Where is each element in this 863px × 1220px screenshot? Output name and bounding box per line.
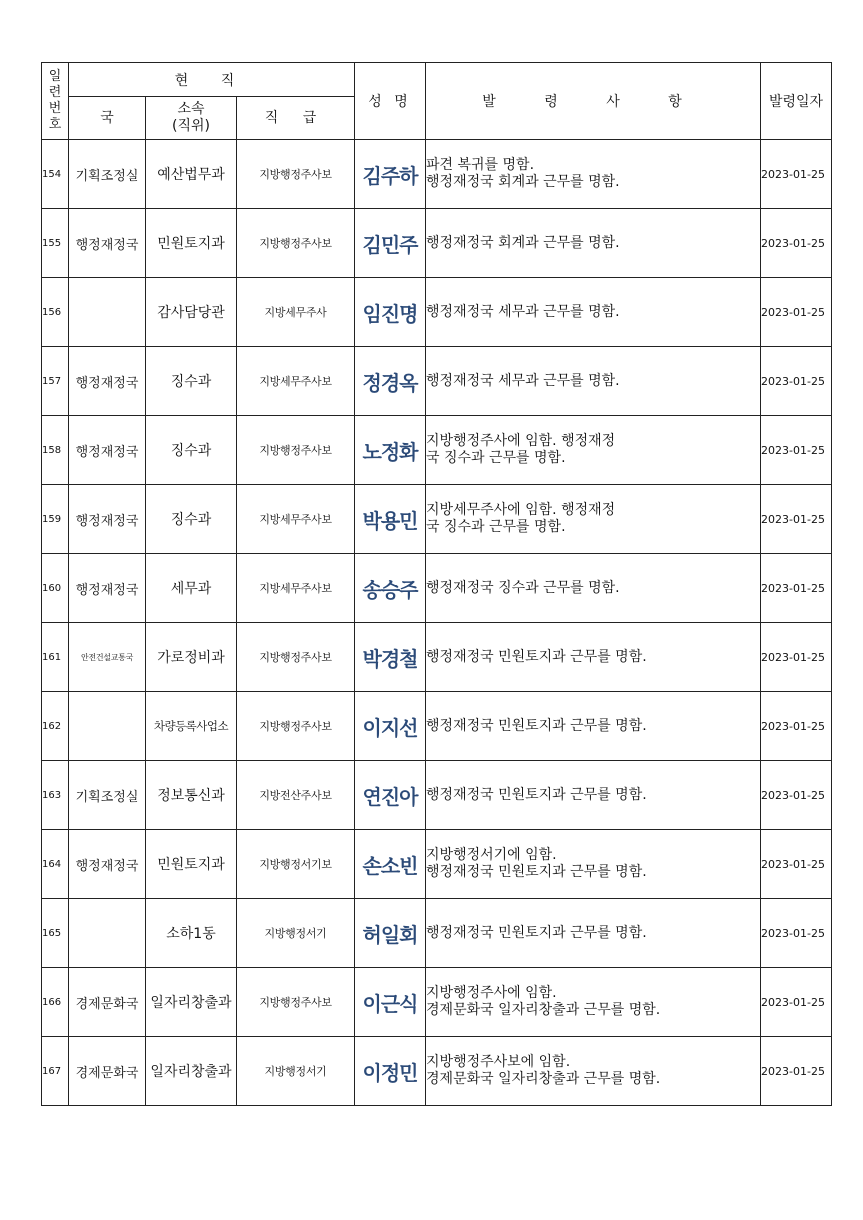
grade-cell: 지방행정서기보 (237, 830, 355, 899)
action-cell (426, 899, 761, 968)
date-cell: 2023-01-25 (761, 485, 832, 554)
date-cell: 2023-01-25 (761, 140, 832, 209)
action-cell (426, 209, 761, 278)
action-cell (426, 554, 761, 623)
grade-cell: 지방세무주사보 (237, 485, 355, 554)
serial-number-cell: 166 (42, 968, 69, 1037)
action-cell (426, 278, 761, 347)
action-line: 행정재정국 세무과 근무를 명함. (426, 303, 620, 320)
affiliation-cell: 징수과 (146, 485, 237, 554)
bureau-cell (69, 899, 146, 968)
action-line: 행정재정국 민원토지과 근무를 명함. (426, 924, 647, 941)
name-cell: 김민주 (355, 209, 426, 278)
table-row (42, 209, 832, 278)
header-current-position: 현 직 (69, 63, 355, 97)
action-line: 지방세무주사에 임함. 행정재정 (426, 502, 616, 518)
grade-cell: 지방행정서기 (237, 1037, 355, 1106)
affiliation-cell: 일자리창출과 (146, 1037, 237, 1106)
header-serial-char: 호 (48, 117, 62, 132)
action-cell (426, 623, 761, 692)
serial-number-cell: 159 (42, 485, 69, 554)
table-row (42, 140, 832, 209)
action-cell (426, 485, 761, 554)
name-cell: 정경옥 (355, 347, 426, 416)
serial-number-cell: 154 (42, 140, 69, 209)
table-row (42, 830, 832, 899)
date-cell: 2023-01-25 (761, 278, 832, 347)
personnel-order-table (41, 62, 832, 1106)
header-grade: 직 급 (237, 97, 355, 140)
name-cell: 김주하 (355, 140, 426, 209)
name-cell: 노정화 (355, 416, 426, 485)
date-cell: 2023-01-25 (761, 1037, 832, 1106)
serial-number-cell: 157 (42, 347, 69, 416)
grade-cell: 지방행정서기 (237, 899, 355, 968)
action-cell (426, 140, 761, 209)
grade-cell: 지방세무주사보 (237, 347, 355, 416)
serial-number-cell: 167 (42, 1037, 69, 1106)
name-cell: 손소빈 (355, 830, 426, 899)
grade-cell: 지방행정주사보 (237, 968, 355, 1037)
name-cell: 송승주 (355, 554, 426, 623)
action-cell (426, 761, 761, 830)
bureau-cell: 기획조정실 (69, 761, 146, 830)
header-serial-char: 일 (48, 69, 62, 84)
table-row (42, 899, 832, 968)
date-cell: 2023-01-25 (761, 416, 832, 485)
date-cell: 2023-01-25 (761, 899, 832, 968)
date-cell: 2023-01-25 (761, 761, 832, 830)
name-cell: 박경철 (355, 623, 426, 692)
date-cell: 2023-01-25 (761, 968, 832, 1037)
header-serial-char: 번 (48, 101, 62, 116)
action-line: 지방행정서기에 임함. (426, 847, 557, 863)
date-cell: 2023-01-25 (761, 830, 832, 899)
bureau-cell: 안전건설교통국 (69, 623, 146, 692)
affiliation-cell: 감사담당관 (146, 278, 237, 347)
action-line: 국 징수과 근무를 명함. (426, 519, 566, 535)
serial-number-cell: 160 (42, 554, 69, 623)
bureau-cell: 행정재정국 (69, 554, 146, 623)
bureau-cell: 행정재정국 (69, 830, 146, 899)
action-line: 행정재정국 민원토지과 근무를 명함. (426, 786, 647, 803)
grade-cell: 지방행정주사보 (237, 209, 355, 278)
action-cell (426, 830, 761, 899)
serial-number-cell: 156 (42, 278, 69, 347)
date-cell: 2023-01-25 (761, 347, 832, 416)
table-row (42, 485, 832, 554)
affiliation-cell: 세무과 (146, 554, 237, 623)
bureau-cell (69, 692, 146, 761)
action-cell (426, 1037, 761, 1106)
action-line: 국 징수과 근무를 명함. (426, 450, 566, 466)
affiliation-cell: 예산법무과 (146, 140, 237, 209)
affiliation-cell: 민원토지과 (146, 209, 237, 278)
action-line: 지방행정주사에 임함. 행정재정 (426, 433, 616, 449)
header-serial-char: 련 (48, 85, 62, 100)
serial-number-cell: 165 (42, 899, 69, 968)
grade-cell: 지방행정주사보 (237, 140, 355, 209)
grade-cell: 지방행정주사보 (237, 623, 355, 692)
action-cell (426, 416, 761, 485)
action-line: 행정재정국 회계과 근무를 명함. (426, 174, 620, 190)
action-line: 지방행정주사에 임함. (426, 985, 557, 1001)
grade-cell: 지방세무주사 (237, 278, 355, 347)
date-cell: 2023-01-25 (761, 209, 832, 278)
header-name: 성 명 (355, 63, 426, 140)
action-line: 행정재정국 민원토지과 근무를 명함. (426, 648, 647, 665)
table-row (42, 278, 832, 347)
bureau-cell: 행정재정국 (69, 485, 146, 554)
table-row (42, 968, 832, 1037)
table-row (42, 623, 832, 692)
table-body (42, 140, 832, 1106)
bureau-cell: 행정재정국 (69, 347, 146, 416)
action-line: 행정재정국 세무과 근무를 명함. (426, 372, 620, 389)
table-row (42, 1037, 832, 1106)
name-cell: 박용민 (355, 485, 426, 554)
bureau-cell: 경제문화국 (69, 1037, 146, 1106)
header-serial-number (42, 63, 69, 140)
name-cell: 이정민 (355, 1037, 426, 1106)
serial-number-cell: 158 (42, 416, 69, 485)
grade-cell: 지방행정주사보 (237, 692, 355, 761)
action-line: 행정재정국 민원토지과 근무를 명함. (426, 717, 647, 734)
affiliation-cell: 민원토지과 (146, 830, 237, 899)
serial-number-cell: 162 (42, 692, 69, 761)
affiliation-cell: 징수과 (146, 416, 237, 485)
affiliation-cell: 차량등록사업소 (146, 692, 237, 761)
action-line: 경제문화국 일자리창출과 근무를 명함. (426, 1002, 661, 1018)
bureau-cell (69, 278, 146, 347)
bureau-cell: 기획조정실 (69, 140, 146, 209)
table-row (42, 347, 832, 416)
action-line: 지방행정주사보에 임함. (426, 1054, 571, 1070)
serial-number-cell: 163 (42, 761, 69, 830)
bureau-cell: 경제문화국 (69, 968, 146, 1037)
action-line: 행정재정국 민원토지과 근무를 명함. (426, 864, 647, 880)
date-cell: 2023-01-25 (761, 692, 832, 761)
table-row (42, 416, 832, 485)
bureau-cell: 행정재정국 (69, 209, 146, 278)
affiliation-cell: 소하1동 (146, 899, 237, 968)
name-cell: 허일회 (355, 899, 426, 968)
header-action (426, 63, 761, 140)
table-row (42, 761, 832, 830)
header-affiliation (146, 97, 237, 140)
action-line: 파견 복귀를 명함. (426, 157, 535, 173)
affiliation-cell: 가로정비과 (146, 623, 237, 692)
grade-cell: 지방세무주사보 (237, 554, 355, 623)
header-bureau: 국 (69, 97, 146, 140)
table-row (42, 554, 832, 623)
name-cell: 임진명 (355, 278, 426, 347)
serial-number-cell: 155 (42, 209, 69, 278)
header-affiliation-line: (직위) (172, 118, 210, 134)
header-date: 발령일자 (761, 63, 832, 140)
table-row (42, 692, 832, 761)
bureau-cell: 행정재정국 (69, 416, 146, 485)
action-line: 경제문화국 일자리창출과 근무를 명함. (426, 1071, 661, 1087)
header-action-label: 발 령 사 항 (482, 94, 704, 110)
action-cell (426, 968, 761, 1037)
name-cell: 이지선 (355, 692, 426, 761)
name-cell: 이근식 (355, 968, 426, 1037)
serial-number-cell: 164 (42, 830, 69, 899)
serial-number-cell: 161 (42, 623, 69, 692)
affiliation-cell: 징수과 (146, 347, 237, 416)
date-cell: 2023-01-25 (761, 554, 832, 623)
name-cell: 연진아 (355, 761, 426, 830)
action-cell (426, 347, 761, 416)
grade-cell: 지방전산주사보 (237, 761, 355, 830)
date-cell: 2023-01-25 (761, 623, 832, 692)
action-line: 행정재정국 회계과 근무를 명함. (426, 234, 620, 251)
header-affiliation-line: 소속 (177, 101, 205, 117)
affiliation-cell: 일자리창출과 (146, 968, 237, 1037)
grade-cell: 지방행정주사보 (237, 416, 355, 485)
action-cell (426, 692, 761, 761)
action-line: 행정재정국 징수과 근무를 명함. (426, 579, 620, 596)
affiliation-cell: 정보통신과 (146, 761, 237, 830)
